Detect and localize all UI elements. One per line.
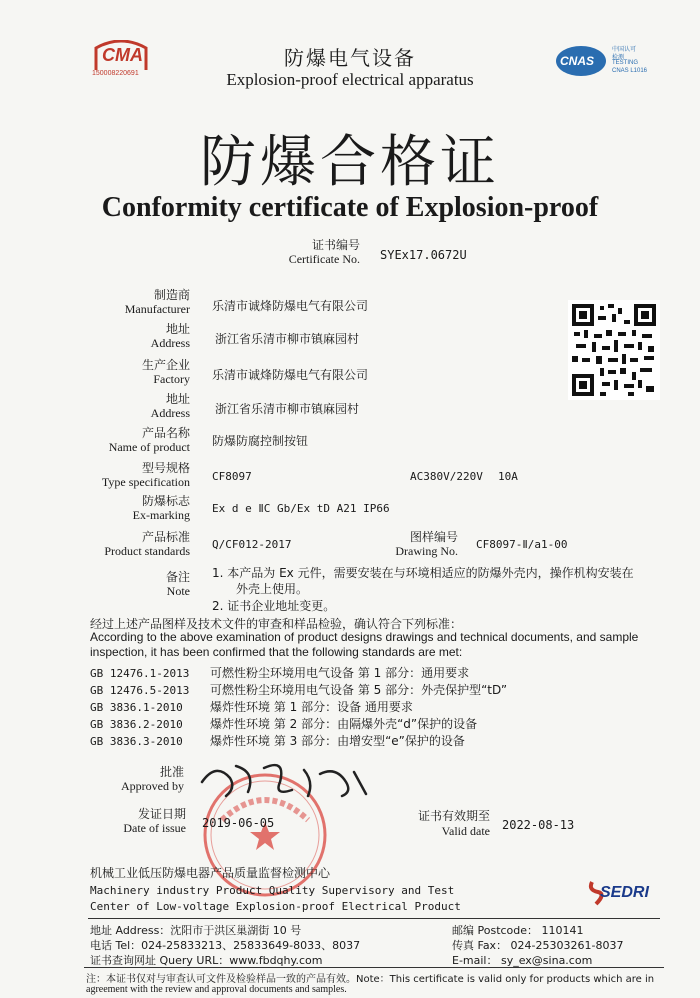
cnas-code-text: CNAS L1016 [612, 68, 648, 74]
standard-name: 爆炸性环境 第 2 部分：由隔爆外壳“d”保护的设备 [210, 717, 478, 731]
manufacturer-value: 乐清市诚烽防爆电气有限公司 [212, 299, 369, 313]
standard-name: 可燃性粉尘环境用电气设备 第 5 部分：外壳保护型“tD” [210, 683, 508, 697]
current-value: 10A [498, 470, 518, 483]
certificate-title-cn: 防爆合格证 [200, 130, 500, 195]
contact-url: 证书查询网址 Query URL：www.fbdqhy.com [90, 954, 323, 967]
issue-date-label: 发证日期 Date of issue [123, 807, 186, 835]
center-name-cn: 机械工业低压防爆电器产品质量监督检测中心 [90, 866, 331, 880]
factory-value: 乐清市诚烽防爆电气有限公司 [212, 368, 369, 382]
product-name-value: 防爆防腐控制按钮 [212, 434, 309, 448]
factory-label: 生产企业 Factory [141, 358, 190, 386]
cnas-cn-text: 中国认可 [612, 46, 637, 53]
type-spec-value: CF8097 [212, 470, 252, 483]
standard-code: GB 3836.3-2010 [90, 735, 183, 748]
signature [196, 752, 376, 802]
center-name-en-line2: Center of Low-voltage Explosion-proof Electrical Product [90, 900, 461, 913]
approved-by-label: 批准 Approved by [121, 765, 184, 793]
standard-row [90, 698, 413, 715]
standard-name: 爆炸性环境 第 3 部分：由增安型“e”保护的设备 [210, 734, 465, 748]
certificate-no-value: SYEx17.0672U [380, 248, 467, 262]
sedri-logo [586, 876, 666, 908]
standard-code: GB 3836.1-2010 [90, 701, 183, 714]
type-spec-label: 型号规格 Type specification [101, 461, 190, 489]
header-title-cn: 防爆电气设备 [284, 46, 416, 70]
contact-tel: 电话 Tel：024-25833213、25833649-8033、8037 [90, 939, 361, 952]
cnas-testing-text: TESTING [612, 60, 639, 66]
footnote-line2: agreement with the review and approval documents and samples. [86, 984, 347, 995]
sedri-text: SEDRI [600, 884, 649, 901]
footnote-line1: 注：本证书仅对与审查认可文件及检验样品一致的产品有效。Note：This certificate is valid only for products which are in [86, 974, 655, 985]
contact-postcode: 邮编 Postcode： 110141 [452, 924, 584, 937]
note-line1b: 外壳上使用。 [236, 582, 309, 596]
standard-code: GB 12476.1-2013 [90, 667, 190, 680]
standard-code: GB 12476.5-2013 [90, 684, 190, 697]
valid-date-label: 证书有效期至 Valid date [417, 809, 490, 838]
cma-text: CMA [102, 45, 143, 65]
address1-label: 地址 Address [150, 322, 190, 350]
standard-row [90, 732, 465, 749]
contact-address: 地址 Address：沈阳市于洪区巢湖街 10 号 [90, 924, 302, 937]
certificate-no-label: 证书编号 Certificate No. [288, 238, 360, 266]
standard-code: GB 3836.2-2010 [90, 718, 183, 731]
center-name-en-line1: Machinery industry Product Quality Supervisory and Test [90, 884, 455, 897]
certificate-title-en: Conformity certificate of Explosion-proof [101, 192, 599, 223]
product-standards-label: 产品标准 Product standards [104, 530, 190, 558]
voltage-value: AC380V/220V [410, 470, 483, 483]
address1-value: 浙江省乐清市柳市镇麻园村 [215, 332, 360, 346]
divider-bottom [84, 967, 664, 968]
header-title-en: Explosion-proof electrical apparatus [226, 70, 474, 89]
drawing-no-value: CF8097-Ⅱ/a1-00 [476, 538, 568, 551]
address2-value: 浙江省乐清市柳市镇麻园村 [215, 402, 360, 416]
cnas-cn2-text: 检测 [612, 54, 625, 61]
statement-cn: 经过上述产品图样及技术文件的审查和样品检验，确认符合下列标准： [90, 617, 463, 631]
cma-number: 150008220691 [92, 70, 139, 77]
contact-email: E-mail： sy_ex@sina.com [452, 954, 593, 967]
note-label: 备注 Note [165, 570, 190, 598]
ex-marking-label: 防爆标志 Ex-marking [132, 494, 190, 522]
contact-fax: 传真 Fax： 024-25303261-8037 [452, 939, 624, 952]
drawing-no-label: 图样编号 Drawing No. [395, 530, 458, 558]
note-line1: 1. 本产品为 Ex 元件，需要安装在与环境相适应的防爆外壳内，操作机构安装在 [212, 566, 634, 580]
standard-row [90, 681, 507, 698]
standard-row [90, 664, 469, 681]
cnas-text: CNAS [560, 54, 595, 68]
statement-en-line2: inspection, it has been confirmed that the following standards are met: [90, 645, 463, 659]
product-standards-value: Q/CF012-2017 [212, 538, 292, 551]
statement-en-line1: According to the above examination of product designs drawings and technical documents, and sample [90, 630, 639, 644]
issue-date-value: 2019-06-05 [202, 816, 275, 830]
product-name-label: 产品名称 Name of product [108, 426, 190, 454]
valid-date-value: 2022-08-13 [502, 818, 575, 832]
address2-label: 地址 Address [150, 392, 190, 420]
note-line2: 2. 证书企业地址变更。 [212, 599, 336, 613]
standard-name: 可燃性粉尘环境用电气设备 第 1 部分：通用要求 [210, 666, 470, 680]
ex-marking-value: Ex d e ⅡC Gb/Ex tD A21 IP66 [212, 502, 390, 515]
qr-code [568, 300, 660, 400]
divider-top [88, 918, 660, 919]
standard-name: 爆炸性环境 第 1 部分：设备 通用要求 [210, 700, 413, 714]
manufacturer-label: 制造商 Manufacturer [124, 288, 190, 316]
standard-row [90, 715, 477, 732]
